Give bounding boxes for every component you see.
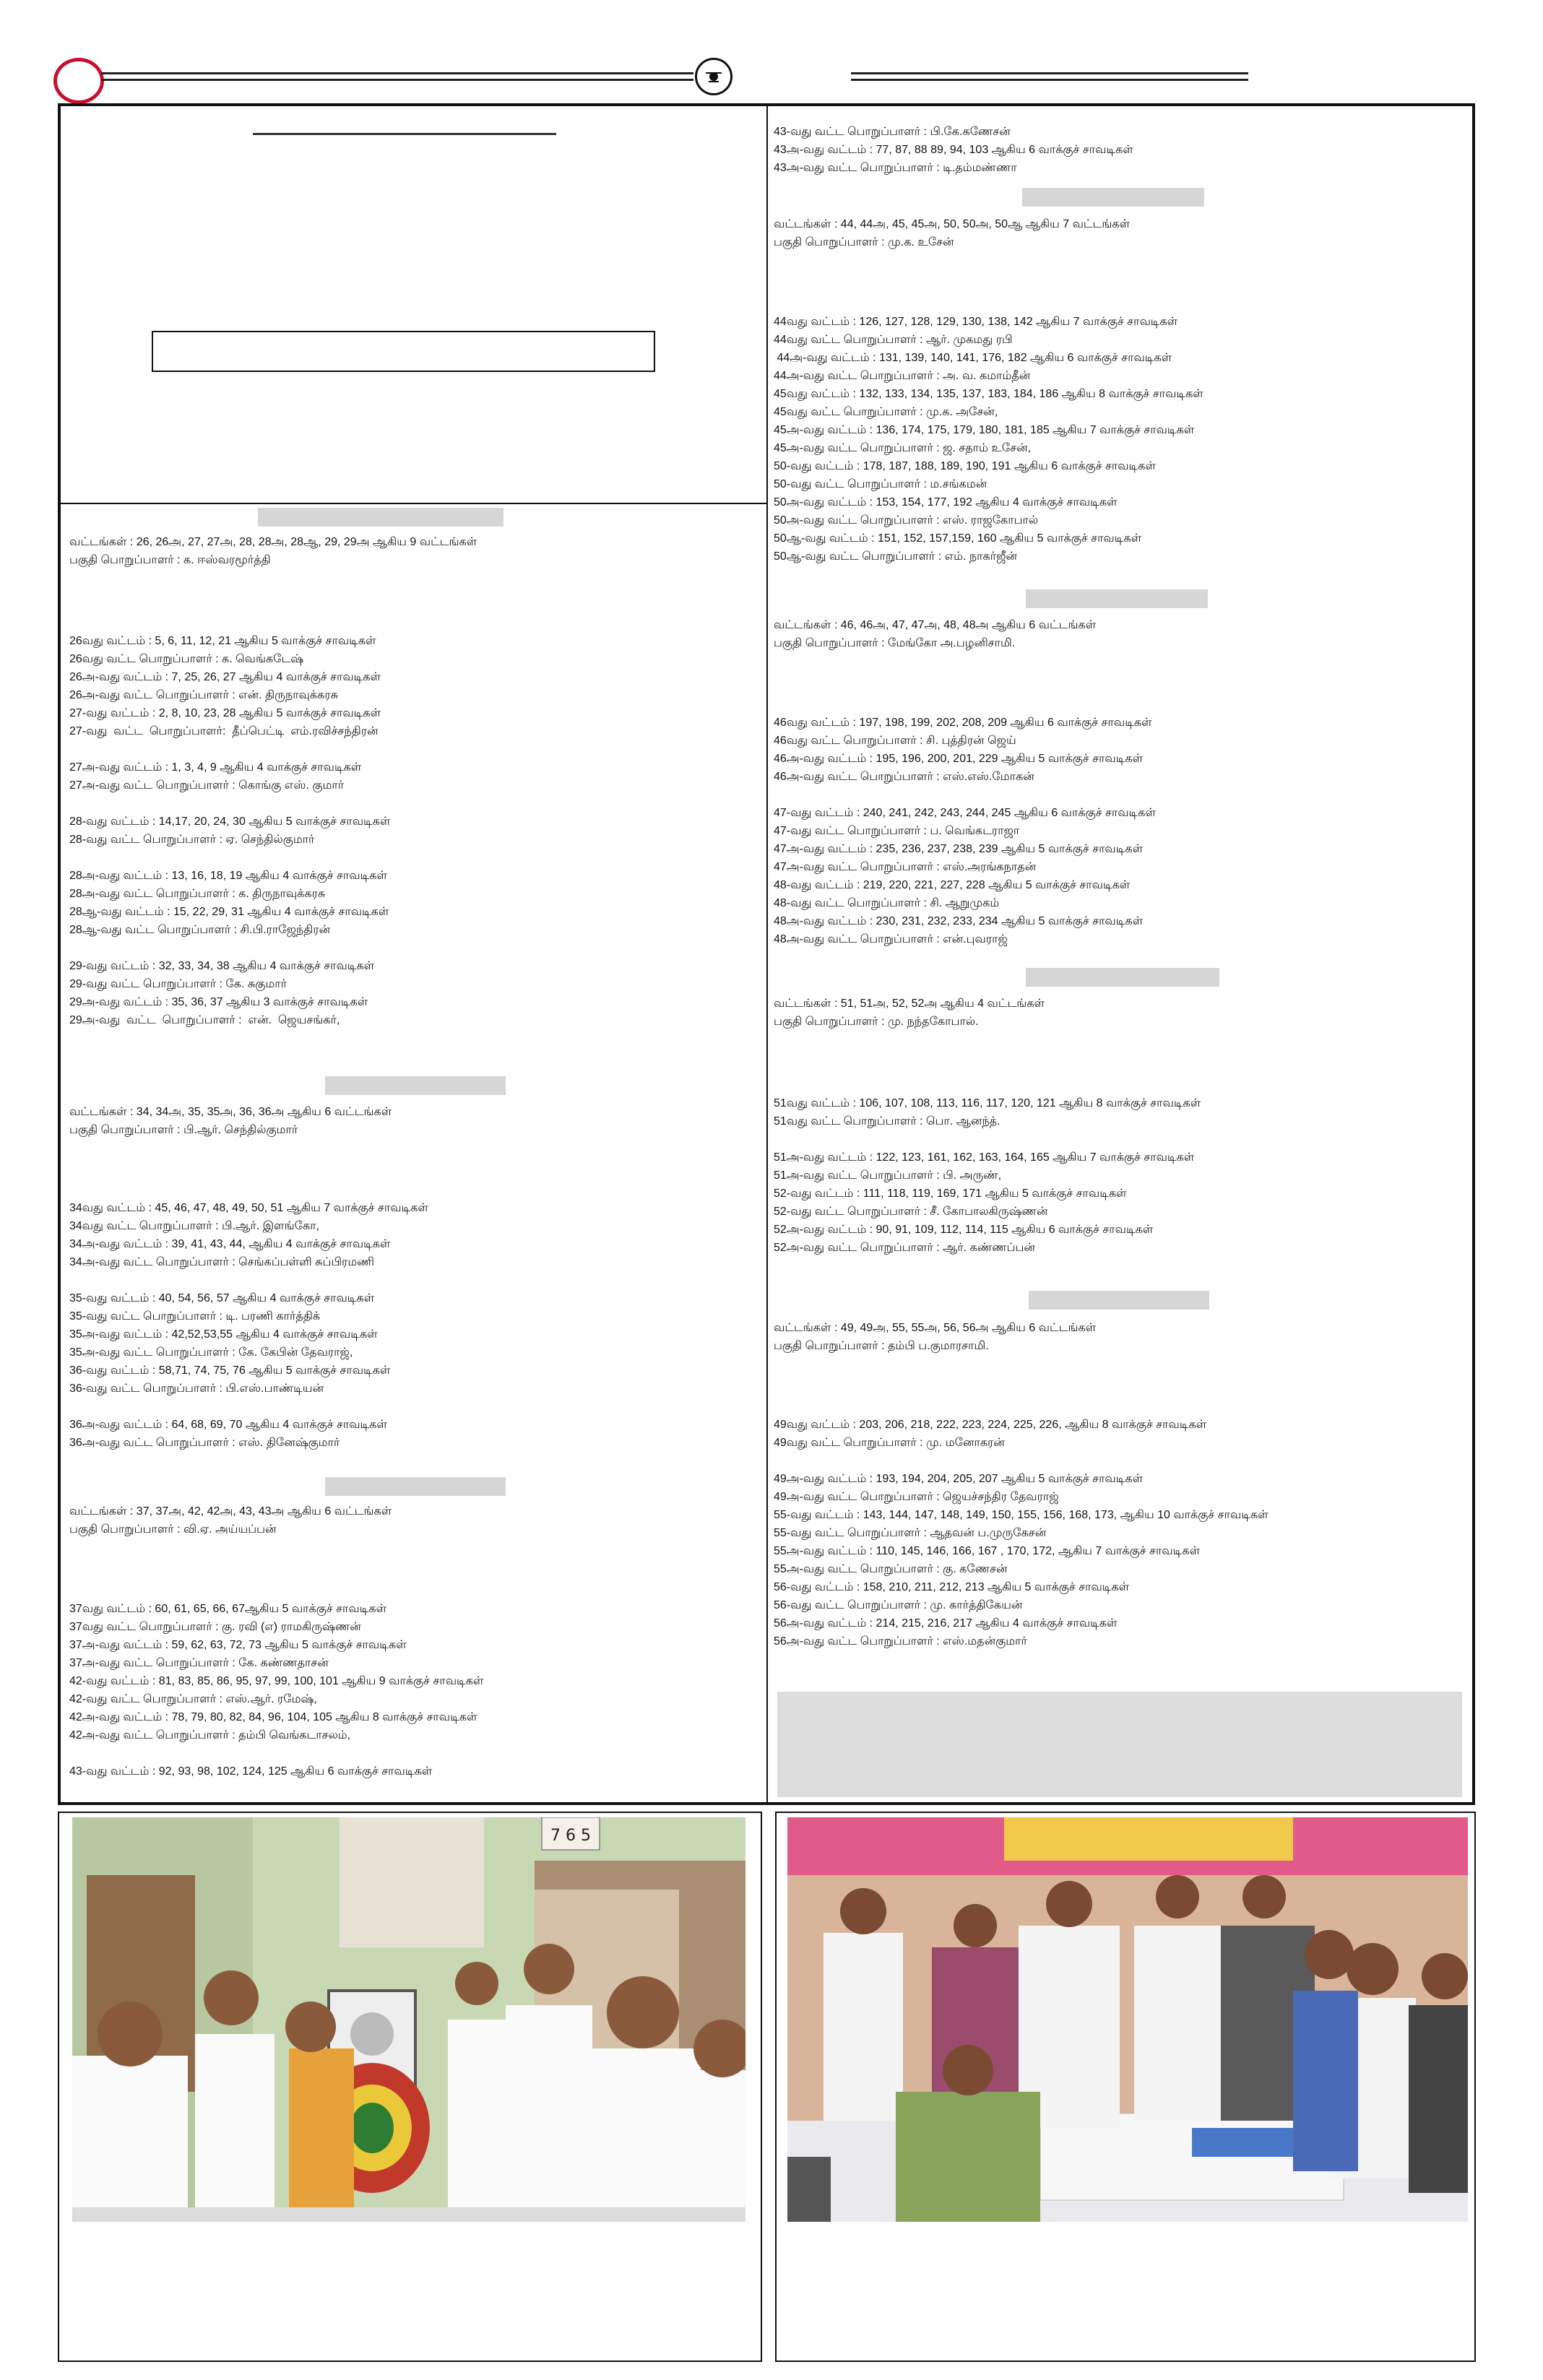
advertisement-placeholder [777, 1692, 1462, 1797]
text-line: 47அ-வது வட்ட பொறுப்பாளர் : எஸ்.அரங்கநாதன் [774, 861, 1037, 873]
text-line: 49வது வட்டம் : 203, 206, 218, 222, 223, 224, 225, 226, ஆகிய 8 வாக்குச் சாவடிகள் [774, 1419, 1207, 1431]
header-rule-left [101, 72, 693, 81]
text-line: 34அ-வது வட்ட பொறுப்பாளர் : செங்கப்பள்ளி சுப்பிரமணி [69, 1256, 374, 1268]
section-heading-bar [325, 1076, 506, 1101]
text-line: 28அ-வது வட்டம் : 13, 16, 18, 19 ஆகிய 4 வாக்குச் சாவடிகள் [69, 870, 387, 882]
text-line: 47அ-வது வட்டம் : 235, 236, 237, 238, 239 ஆகிய 5 வாக்குச் சாவடிகள் [774, 843, 1144, 855]
text-line: 37வது வட்ட பொறுப்பாளர் : கு. ரவி (எ) ராமகிருஷ்ணன் [69, 1621, 361, 1633]
right-section-2 [774, 616, 1096, 652]
headline-rule [253, 133, 556, 135]
text-line: 55-வது வட்ட பொறுப்பாளர் : ஆதவன் ப.முருகேசன் [774, 1527, 1047, 1539]
section-heading-bar [258, 508, 503, 532]
left-section-2 [69, 1103, 392, 1139]
text-line: 45அ-வது வட்ட பொறுப்பாளர் : ஜ. சதாம் உசேன், [774, 442, 1032, 454]
text-line: 44வது வட்டம் : 126, 127, 128, 129, 130, 138, 142 ஆகிய 7 வாக்குச் சாவடிகள் [774, 316, 1178, 328]
section-heading-bar [1029, 1291, 1209, 1315]
text-line: 49வது வட்ட பொறுப்பாளர் : மு. மனோகரன் [774, 1437, 1005, 1449]
right-section-4 [774, 1319, 1096, 1355]
text-line: 42-வது வட்டம் : 81, 83, 85, 86, 95, 97, 99, 100, 101 ஆகிய 9 வாக்குச் சாவடிகள் [69, 1675, 484, 1687]
text-line: 46வது வட்ட பொறுப்பாளர் : சி. புத்திரன் ஜெய் [774, 735, 1016, 747]
newspaper-logo-icon [53, 58, 104, 104]
text-line: 35அ-வது வட்டம் : 42,52,53,55 ஆகிய 4 வாக்குச் சாவடிகள் [69, 1328, 378, 1341]
text-line: 47-வது வட்டம் : 240, 241, 242, 243, 244, 245 ஆகிய 6 வாக்குச் சாவடிகள் [774, 807, 1156, 819]
text-line: 28ஆ-வது வட்டம் : 15, 22, 29, 31 ஆகிய 4 வாக்குச் சாவடிகள் [69, 906, 389, 918]
column-divider [766, 103, 768, 1805]
text-line: 36-வது வட்ட பொறுப்பாளர் : பி.எஸ்.பாண்டியன் [69, 1382, 324, 1395]
text-line: 42அ-வது வட்டம் : 78, 79, 80, 82, 84, 96, 104, 105 ஆகிய 8 வாக்குச் சாவடிகள் [69, 1711, 477, 1723]
text-line: 29-வது வட்டம் : 32, 33, 34, 38 ஆகிய 4 வாக்குச் சாவடிகள் [69, 960, 375, 972]
text-line: வட்டங்கள் : 46, 46அ, 47, 47அ, 48, 48அ ஆகிய 6 வட்டங்கள் [774, 619, 1097, 631]
text-line: 50அ-வது வட்ட பொறுப்பாளர் : எஸ். ராஜகோபால் [774, 514, 1039, 527]
text-line: 29-வது வட்ட பொறுப்பாளர் : கே. சுகுமார் [69, 978, 288, 990]
text-line: 29அ-வது வட்ட பொறுப்பாளர் : என். ஜெயசங்கர், [69, 1014, 340, 1026]
text-line: 50ஆ-வது வட்டம் : 151, 152, 157,159, 160 ஆகிய 5 வாக்குச் சாவடிகள் [774, 532, 1142, 545]
right-section-1 [774, 215, 1130, 251]
section-heading-bar [325, 1477, 506, 1502]
right-section-1-details [774, 313, 1203, 566]
section-divider [61, 503, 766, 504]
text-line [69, 849, 390, 867]
text-line: பகுதி பொறுப்பாளர் : தம்பி ப.குமாரசாமி. [774, 1340, 989, 1352]
text-line: 51வது வட்டம் : 106, 107, 108, 113, 116, 117, 120, 121 ஆகிய 8 வாக்குச் சாவடிகள் [774, 1097, 1201, 1109]
right-section-3-details [774, 1094, 1201, 1257]
left-section-3-details [69, 1600, 483, 1780]
text-line: 46அ-வது வட்டம் : 195, 196, 200, 201, 229 ஆகிய 5 வாக்குச் சாவடிகள் [774, 753, 1144, 765]
text-line: 26வது வட்ட பொறுப்பாளர் : க. வெங்கடேஷ் [69, 653, 304, 665]
text-line: 48-வது வட்ட பொறுப்பாளர் : சி. ஆறுமுகம் [774, 897, 1000, 909]
left-section-1 [69, 533, 477, 569]
text-line: 50-வது வட்டம் : 178, 187, 188, 189, 190, 191 ஆகிய 6 வாக்குச் சாவடிகள் [774, 460, 1156, 472]
clock-label: 7 6 5 [550, 1827, 591, 1845]
right-section-4-details [774, 1416, 1268, 1650]
text-line: 55-வது வட்டம் : 143, 144, 147, 148, 149, 150, 155, 156, 168, 173, ஆகிய 10 வாக்குச் சாவடிகள் [774, 1509, 1268, 1521]
text-line [774, 1452, 1268, 1470]
text-line [69, 1398, 428, 1416]
text-line: 27-வது வட்ட பொறுப்பாளர்: தீப்பெட்டி எம்.ரவிச்சந்திரன் [69, 725, 379, 737]
text-line: 34வது வட்டம் : 45, 46, 47, 48, 49, 50, 51 ஆகிய 7 வாக்குச் சாவடிகள் [69, 1202, 428, 1214]
text-line: 50அ-வது வட்டம் : 153, 154, 177, 192 ஆகிய 4 வாக்குச் சாவடிகள் [774, 496, 1118, 509]
text-line: 43-வது வட்ட பொறுப்பாளர் : பி.கே.கணேசன் [774, 126, 1011, 138]
text-line: 44அ-வது வட்ட பொறுப்பாளர் : அ. வ. கமாம்தீன் [774, 370, 1031, 382]
section-heading-bar [1026, 968, 1219, 992]
left-section-2-details [69, 1199, 428, 1452]
text-line [774, 786, 1156, 804]
text-line: 44அ-வது வட்டம் : 131, 139, 140, 141, 176, 182 ஆகிய 6 வாக்குச் சாவடிகள் [774, 352, 1172, 364]
text-line: 36அ-வது வட்டம் : 64, 68, 69, 70 ஆகிய 4 வாக்குச் சாவடிகள் [69, 1419, 387, 1431]
text-line [69, 740, 390, 758]
text-line: 55அ-வது வட்டம் : 110, 145, 146, 166, 167 , 170, 172, ஆகிய 7 வாக்குச் சாவடிகள் [774, 1545, 1201, 1557]
right-section-3 [774, 995, 1045, 1031]
text-line: பகுதி பொறுப்பாளர் : க. ஈஸ்வரமூர்த்தி [69, 554, 271, 566]
text-line: 28-வது வட்ட பொறுப்பாளர் : ஏ. செந்தில்குமார் [69, 834, 315, 846]
tribute-photo-icon [72, 1817, 745, 2222]
text-line: 27-வது வட்டம் : 2, 8, 10, 23, 28 ஆகிய 5 வாக்குச் சாவடிகள் [69, 707, 381, 719]
text-line: 28ஆ-வது வட்ட பொறுப்பாளர் : சி.பி.ராஜேந்திரன் [69, 924, 331, 936]
text-line: 43அ-வது வட்டம் : 77, 87, 88 89, 94, 103 ஆகிய 6 வாக்குச் சாவடிகள் [774, 144, 1133, 156]
subheading-box [152, 331, 655, 372]
text-line: 56-வது வட்டம் : 158, 210, 211, 212, 213 ஆகிய 5 வாக்குச் சாவடிகள் [774, 1581, 1130, 1593]
text-line: 43அ-வது வட்ட பொறுப்பாளர் : டி.தம்மண்ணா [774, 162, 1017, 174]
text-line: 37அ-வது வட்ட பொறுப்பாளர் : கே. கண்ணதாசன் [69, 1657, 329, 1669]
text-line: பகுதி பொறுப்பாளர் : மு. நந்தகோபால். [774, 1016, 979, 1028]
text-line: 49அ-வது வட்டம் : 193, 194, 204, 205, 207 ஆகிய 5 வாக்குச் சாவடிகள் [774, 1473, 1144, 1485]
text-line: 52-வது வட்ட பொறுப்பாளர் : சீ. கோபாலகிருஷ்ணன் [774, 1206, 1048, 1218]
text-line: 26அ-வது வட்டம் : 7, 25, 26, 27 ஆகிய 4 வாக்குச் சாவடிகள் [69, 671, 381, 683]
text-line: 27அ-வது வட்டம் : 1, 3, 4, 9 ஆகிய 4 வாக்குச் சாவடிகள் [69, 761, 362, 774]
text-line: வட்டங்கள் : 49, 49அ, 55, 55அ, 56, 56அ ஆகிய 6 வட்டங்கள் [774, 1322, 1097, 1334]
text-line: 28-வது வட்டம் : 14,17, 20, 24, 30 ஆகிய 5 வாக்குச் சாவடிகள் [69, 815, 391, 828]
text-line: 26அ-வது வட்ட பொறுப்பாளர் : என். திருநாவுக்கரசு [69, 689, 339, 701]
text-line: 51அ-வது வட்ட பொறுப்பாளர் : பி. அருண், [774, 1169, 1002, 1182]
left-section-1-details [69, 632, 390, 1029]
text-line: 35-வது வட்டம் : 40, 54, 56, 57 ஆகிய 4 வாக்குச் சாவடிகள் [69, 1292, 375, 1304]
text-line: 52அ-வது வட்ட பொறுப்பாளர் : ஆர். கண்ணப்பன் [774, 1242, 1035, 1254]
header-rule-right [851, 72, 1248, 81]
text-line: 50-வது வட்ட பொறுப்பாளர் : ம.சங்கமன் [774, 478, 987, 490]
text-line [69, 1744, 483, 1762]
text-line: 34அ-வது வட்டம் : 39, 41, 43, 44, ஆகிய 4 வாக்குச் சாவடிகள் [69, 1238, 391, 1250]
text-line: 37வது வட்டம் : 60, 61, 65, 66, 67ஆகிய 5 வாக்குச் சாவடிகள் [69, 1603, 387, 1615]
right-section-2-details [774, 714, 1156, 948]
text-line: வட்டங்கள் : 51, 51அ, 52, 52அ ஆகிய 4 வட்டங்கள் [774, 998, 1045, 1010]
text-line: 47-வது வட்ட பொறுப்பாளர் : ப. வெங்கடராஜா [774, 825, 1020, 837]
text-line: 51வது வட்ட பொறுப்பாளர் : பொ. ஆனந்த். [774, 1115, 1000, 1128]
text-line: பகுதி பொறுப்பாளர் : மேங்கோ அ.பழனிசாமி. [774, 637, 1016, 649]
text-line: 35அ-வது வட்ட பொறுப்பாளர் : கே. கேபின் தேவராஜ், [69, 1346, 353, 1359]
text-line [774, 1130, 1201, 1148]
text-line: 42அ-வது வட்ட பொறுப்பாளர் : தம்பி வெங்கடாசலம், [69, 1729, 351, 1741]
text-line: 49அ-வது வட்ட பொறுப்பாளர் : ஜெயச்சந்திர தேவராஜ் [774, 1491, 1059, 1503]
text-line: 34வது வட்ட பொறுப்பாளர் : பி.ஆர். இளங்கோ, [69, 1220, 319, 1232]
left-section-3 [69, 1502, 392, 1539]
text-line: 56அ-வது வட்ட பொறுப்பாளர் : எஸ்.மதன்குமார் [774, 1635, 1027, 1648]
text-line: 36அ-வது வட்ட பொறுப்பாளர் : எஸ். தினேஷ்குமார் [69, 1437, 340, 1449]
text-line: 46வது வட்டம் : 197, 198, 199, 202, 208, 209 ஆகிய 6 வாக்குச் சாவடிகள் [774, 717, 1152, 729]
text-line: 43-வது வட்டம் : 92, 93, 98, 102, 124, 125 ஆகிய 6 வாக்குச் சாவடிகள் [69, 1765, 433, 1778]
text-line: 28அ-வது வட்ட பொறுப்பாளர் : க. திருநாவுக்கரசு [69, 888, 326, 900]
text-line: 35-வது வட்ட பொறுப்பாளர் : டி. பரணி கார்த்திக் [69, 1310, 321, 1323]
text-line: பகுதி பொறுப்பாளர் : பி.ஆர். செந்தில்குமார் [69, 1124, 298, 1136]
text-line: 56அ-வது வட்டம் : 214, 215, 216, 217 ஆகிய 4 வாக்குச் சாவடிகள் [774, 1617, 1118, 1630]
text-line: வட்டங்கள் : 37, 37அ, 42, 42அ, 43, 43அ ஆகிய 6 வட்டங்கள் [69, 1505, 392, 1518]
text-line: 48அ-வது வட்டம் : 230, 231, 232, 233, 234 ஆகிய 5 வாக்குச் சாவடிகள் [774, 915, 1144, 927]
text-line: வட்டங்கள் : 44, 44அ, 45, 45அ, 50, 50அ, 50ஆ ஆகிய 7 வட்டங்கள் [774, 218, 1131, 230]
party-emblem-icon [695, 58, 732, 95]
text-line: 48-வது வட்டம் : 219, 220, 221, 227, 228 ஆகிய 5 வாக்குச் சாவடிகள் [774, 879, 1131, 891]
text-line: 42-வது வட்ட பொறுப்பாளர் : எஸ்.ஆர். ரமேஷ், [69, 1693, 317, 1705]
section-heading-bar [1026, 589, 1208, 614]
text-line: 51அ-வது வட்டம் : 122, 123, 161, 162, 163, 164, 165 ஆகிய 7 வாக்குச் சாவடிகள் [774, 1151, 1195, 1164]
text-line: 45அ-வது வட்டம் : 136, 174, 175, 179, 180, 181, 185 ஆகிய 7 வாக்குச் சாவடிகள் [774, 424, 1195, 436]
text-line: 27அ-வது வட்ட பொறுப்பாளர் : கொங்கு எஸ். குமார் [69, 779, 345, 792]
text-line: 29அ-வது வட்டம் : 35, 36, 37 ஆகிய 3 வாக்குச் சாவடிகள் [69, 996, 368, 1008]
text-line: 52அ-வது வட்டம் : 90, 91, 109, 112, 114, 115 ஆகிய 6 வாக்குச் சாவடிகள் [774, 1224, 1154, 1236]
text-line: பகுதி பொறுப்பாளர் : மு.க. உசேன் [774, 236, 954, 248]
text-line: 52-வது வட்டம் : 111, 118, 119, 169, 171 ஆகிய 5 வாக்குச் சாவடிகள் [774, 1187, 1127, 1200]
text-line [69, 1271, 428, 1289]
text-line: 45வது வட்டம் : 132, 133, 134, 135, 137, 183, 184, 186 ஆகிய 8 வாக்குச் சாவடிகள் [774, 388, 1203, 400]
text-line: 36-வது வட்டம் : 58,71, 74, 75, 76 ஆகிய 5 வாக்குச் சாவடிகள் [69, 1364, 391, 1377]
text-line: 44வது வட்ட பொறுப்பாளர் : ஆர். முகமது ரபி [774, 334, 1013, 346]
meeting-photo-icon [787, 1817, 1468, 2222]
text-line: 55அ-வது வட்ட பொறுப்பாளர் : கு. கணேசன் [774, 1563, 1008, 1575]
text-line: 46அ-வது வட்ட பொறுப்பாளர் : எஸ்.எஸ்.மோகன் [774, 771, 1034, 783]
text-line: 37அ-வது வட்டம் : 59, 62, 63, 72, 73 ஆகிய 5 வாக்குச் சாவடிகள் [69, 1639, 407, 1651]
text-line: 45வது வட்ட பொறுப்பாளர் : மு.க. அசேன், [774, 406, 998, 418]
text-line: பகுதி பொறுப்பாளர் : வி.ஏ. அய்யப்பன் [69, 1523, 277, 1536]
text-line: 26வது வட்டம் : 5, 6, 11, 12, 21 ஆகிய 5 வாக்குச் சாவடிகள் [69, 635, 376, 647]
section-heading-bar [1022, 188, 1204, 212]
text-line: 48அ-வது வட்ட பொறுப்பாளர் : என்.புவராஜ் [774, 933, 1008, 945]
text-line: வட்டங்கள் : 26, 26அ, 27, 27அ, 28, 28அ, 28ஆ, 29, 29அ ஆகிய 9 வட்டங்கள் [69, 536, 477, 548]
text-line: 50ஆ-வது வட்ட பொறுப்பாளர் : எம். நாகர்ஜீன் [774, 550, 1017, 563]
right-section-0 [774, 123, 1133, 177]
text-line [69, 795, 390, 813]
text-line [69, 939, 390, 957]
text-line: 56-வது வட்ட பொறுப்பாளர் : மு. கார்த்திகேயன் [774, 1599, 1023, 1611]
text-line: வட்டங்கள் : 34, 34அ, 35, 35அ, 36, 36அ ஆகிய 6 வட்டங்கள் [69, 1106, 392, 1118]
